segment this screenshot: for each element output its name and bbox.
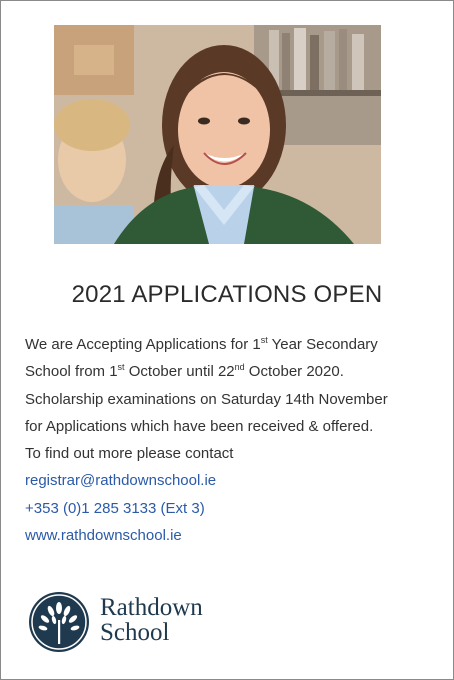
school-name	[100, 595, 203, 645]
website-link[interactable]: www.rathdownschool.ie	[25, 527, 182, 545]
email-link[interactable]: registrar@rathdownschool.ie	[25, 472, 217, 490]
text-segment: We are Accepting Applications for 1	[25, 336, 261, 353]
text-line: for Applications which have been received & offered.	[25, 417, 374, 435]
ordinal-suffix: nd	[234, 362, 245, 373]
text-segment: School from 1	[25, 363, 118, 381]
text-line	[25, 331, 435, 358]
school-name-line: Rathdown	[100, 594, 203, 621]
page-title: 2021 APPLICATIONS OPEN	[71, 281, 383, 308]
phone-link[interactable]: +353 (0)1 285 3133 (Ext 3)	[25, 499, 205, 517]
text-line: Scholarship examinations on Saturday 14th November	[25, 390, 388, 408]
tree-logo-icon	[27, 590, 91, 654]
text-segment: October until 22	[124, 363, 235, 381]
text-line	[25, 358, 435, 385]
ordinal-suffix: st	[117, 362, 125, 373]
student-photo	[54, 25, 381, 244]
school-name-line: School	[100, 619, 170, 646]
text-segment: October 2020.	[244, 363, 344, 381]
announcement-text	[25, 331, 435, 549]
ordinal-suffix: st	[260, 335, 268, 345]
text-segment: Year Secondary	[267, 336, 378, 353]
text-line: To find out more please contact	[25, 445, 234, 463]
